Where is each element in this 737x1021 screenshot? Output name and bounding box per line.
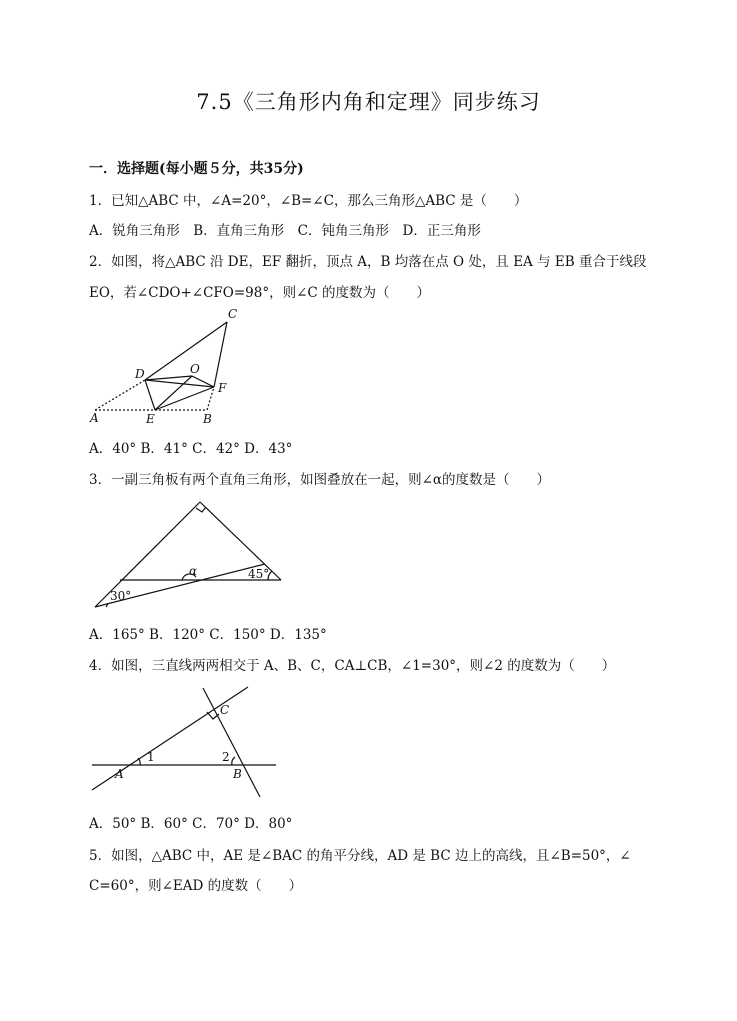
q4-label-2: 2 [222, 750, 230, 764]
q2-label-b: B [203, 412, 212, 426]
q2-label-f: F [218, 381, 227, 395]
q4-stem: 4．如图，三直线两两相交于 A、B、C，CA⊥CB，∠1=30°，则∠2 的度数为（ ） [89, 658, 616, 674]
q4-label-a: A [115, 767, 124, 781]
q4-options: A．50° B．60° C．70° D．80° [89, 816, 293, 832]
q2-options: A．40° B．41° C．42° D．43° [89, 441, 293, 457]
q2-stem-line2: EO，若∠CDO+∠CFO=98°，则∠C 的度数为（ ） [89, 285, 431, 301]
section-heading: 一．选择题(每小题５分，共35分) [89, 161, 304, 177]
q5-stem-line2: C=60°，则∠EAD 的度数（ ） [89, 878, 303, 894]
q3-label-30: 30° [110, 589, 132, 603]
q3-stem: 3．一副三角板有两个直角三角形，如图叠放在一起，则∠α的度数是（ ） [89, 472, 551, 488]
q2-label-d: D [135, 367, 145, 381]
q4-line-bc [203, 688, 260, 797]
q2-label-e: E [146, 412, 155, 426]
q5-stem-line1: 5．如图，△ABC 中，AE 是∠BAC 的角平分线，AD 是 BC 边上的高线，且∠B=50°，∠ [89, 848, 631, 864]
q2-label-o: O [190, 362, 200, 376]
q4-label-c: C [220, 703, 230, 717]
q3-label-45: 45° [248, 567, 270, 581]
q3-options: A．165° B．120° C．150° D．135° [89, 627, 327, 643]
q1-options: A．锐角三角形 B．直角三角形 C．钝角三角形 D．正三角形 [89, 223, 481, 239]
q2-label-c: C [228, 307, 238, 321]
q2-stem-line1: 2．如图，将△ABC 沿 DE，EF 翻折，顶点 A，B 均落在点 O 处，且 EA 与 EB 重合于线段 [89, 254, 647, 270]
q1-stem: 1．已知△ABC 中，∠A=20°，∠B=∠C，那么三角形△ABC 是（ ） [89, 193, 528, 209]
q4-label-b: B [233, 767, 242, 781]
q3-label-alpha: α [189, 564, 198, 578]
q4-arc-2 [232, 757, 235, 765]
q2-label-a: A [90, 411, 99, 425]
page-title: 7.5《三角形内角和定理》同步练习 [196, 90, 541, 114]
q4-label-1: 1 [147, 750, 155, 764]
